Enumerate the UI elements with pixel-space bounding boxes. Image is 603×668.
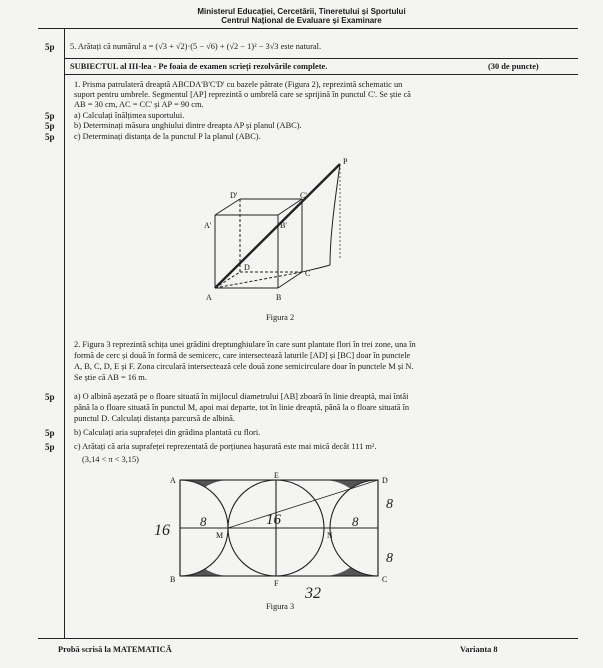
q2a-points: 5p [45, 392, 55, 402]
q1-intro-line3: AB = 30 cm, AC = CC' și AP = 90 cm. [74, 100, 204, 109]
label-A: A [206, 293, 212, 302]
q1c-points: 5p [45, 132, 55, 142]
subject-title: SUBIECTUL al III-lea - Pe foaia de examen scrieți rezolvările complete. [70, 62, 328, 71]
fig3-label-C: C [382, 575, 388, 584]
fig3-label-N: N [327, 531, 333, 540]
label-B: B [276, 293, 282, 302]
subject-underline [64, 74, 578, 75]
figure-2-caption: Figura 2 [266, 313, 295, 322]
q1b-text: b) Determinați măsura unghiului dintre dreapta AP și planul (ABC). [74, 121, 302, 130]
q2-intro-line2: formă de cerc și două în formă de semicerc, care intersectează laturile [AD] și [BC] doar în punctele [74, 351, 411, 360]
hw-left-inner: 8 [200, 514, 207, 529]
problem5-text: 5. Arătați că numărul a = (√3 + √2)·(5 − √6) + (√2 − 1)² − 3√3 este natural. [70, 42, 322, 51]
label-C1: C' [300, 191, 307, 200]
footer-rule [38, 638, 578, 639]
q2a-line2: până la o floare situată în punctul M, apoi mai departe, tot în linie dreaptă, până la o floare situată în [74, 403, 410, 412]
label-P: P [343, 157, 348, 166]
footer-left: Probă scrisă la MATEMATICĂ [58, 645, 172, 654]
fig3-label-F: F [274, 579, 279, 588]
q1c-text: c) Determinați distanța de la punctul P la planul (ABC). [74, 132, 261, 141]
hw-right-top: 8 [386, 497, 393, 512]
fig3-label-B: B [170, 575, 176, 584]
q2c-line2: (3,14 < π < 3,15) [82, 455, 139, 464]
label-D: D [244, 263, 250, 272]
fig3-label-D: D [382, 476, 388, 485]
q2c-line1: c) Arătați că aria suprafeței reprezentată de porțiunea hașurată este mai mică decât 111 m². [74, 442, 377, 451]
fig3-label-A: A [170, 476, 176, 485]
q2c-points: 5p [45, 442, 55, 452]
q1b-points: 5p [45, 121, 55, 131]
hw-bottom: 32 [305, 585, 321, 600]
label-C: C [305, 269, 311, 278]
label-D1: D' [230, 191, 238, 200]
q1a-text: a) Calculați înălțimea suportului. [74, 111, 185, 120]
q2a-line1: a) O albină așezată pe o floare situată în mijlocul diametrului [AB] zboară în linie dreaptă, mai întâi [74, 392, 409, 401]
q2a-line3: punctul D. Calculați distanța parcursă de albină. [74, 414, 235, 423]
subject-rule [64, 58, 578, 59]
figure-3-caption: Figura 3 [266, 602, 295, 611]
q2b-text: b) Calculați aria suprafeței din grădina plantată cu flori. [74, 428, 261, 437]
q1-intro-line2: suport pentru umbrele. Segmentul [AP] reprezintă o umbrelă care se sprijină în punctul C'. Se știe că [74, 90, 411, 99]
q2-intro-line4: Se știe că AB = 16 m. [74, 373, 147, 382]
fig3-label-M: M [216, 531, 224, 540]
figure-3-garden [140, 470, 430, 600]
points-column-rule [64, 28, 65, 638]
subject-points: (30 de puncte) [488, 62, 539, 71]
hw-left: 16 [154, 522, 170, 539]
hw-right-low: 8 [386, 551, 393, 566]
label-A1: A' [204, 221, 212, 230]
hw-right-mid: 8 [352, 514, 359, 529]
q2-intro-line1: 2. Figura 3 reprezintă schița unei grădini dreptunghiulare în care sunt plantate flori în trei zone, una în [74, 340, 416, 349]
label-B1: B' [280, 221, 287, 230]
problem5-points: 5p [45, 42, 55, 52]
center-title: Centrul Național de Evaluare și Examinare [221, 16, 382, 25]
footer-right: Varianta 8 [460, 645, 498, 654]
fig3-label-E: E [274, 471, 279, 480]
q1a-points: 5p [45, 111, 55, 121]
q2-intro-line3: A, B, C, D, E și F. Zona circulară intersectează cele două zone semicirculare doar în punctele M și N. [74, 362, 414, 371]
ministry-title: Ministerul Educației, Cercetării, Tineretului și Sportului [197, 7, 406, 16]
q2b-points: 5p [45, 428, 55, 438]
figure-2-prism [190, 150, 380, 310]
hw-center: 16 [266, 512, 281, 528]
q1-intro-line1: 1. Prisma patrulateră dreaptă ABCDA'B'C'D' cu bazele pătrate (Figura 2), reprezintă schematic un [74, 80, 403, 89]
top-rule [38, 28, 578, 29]
